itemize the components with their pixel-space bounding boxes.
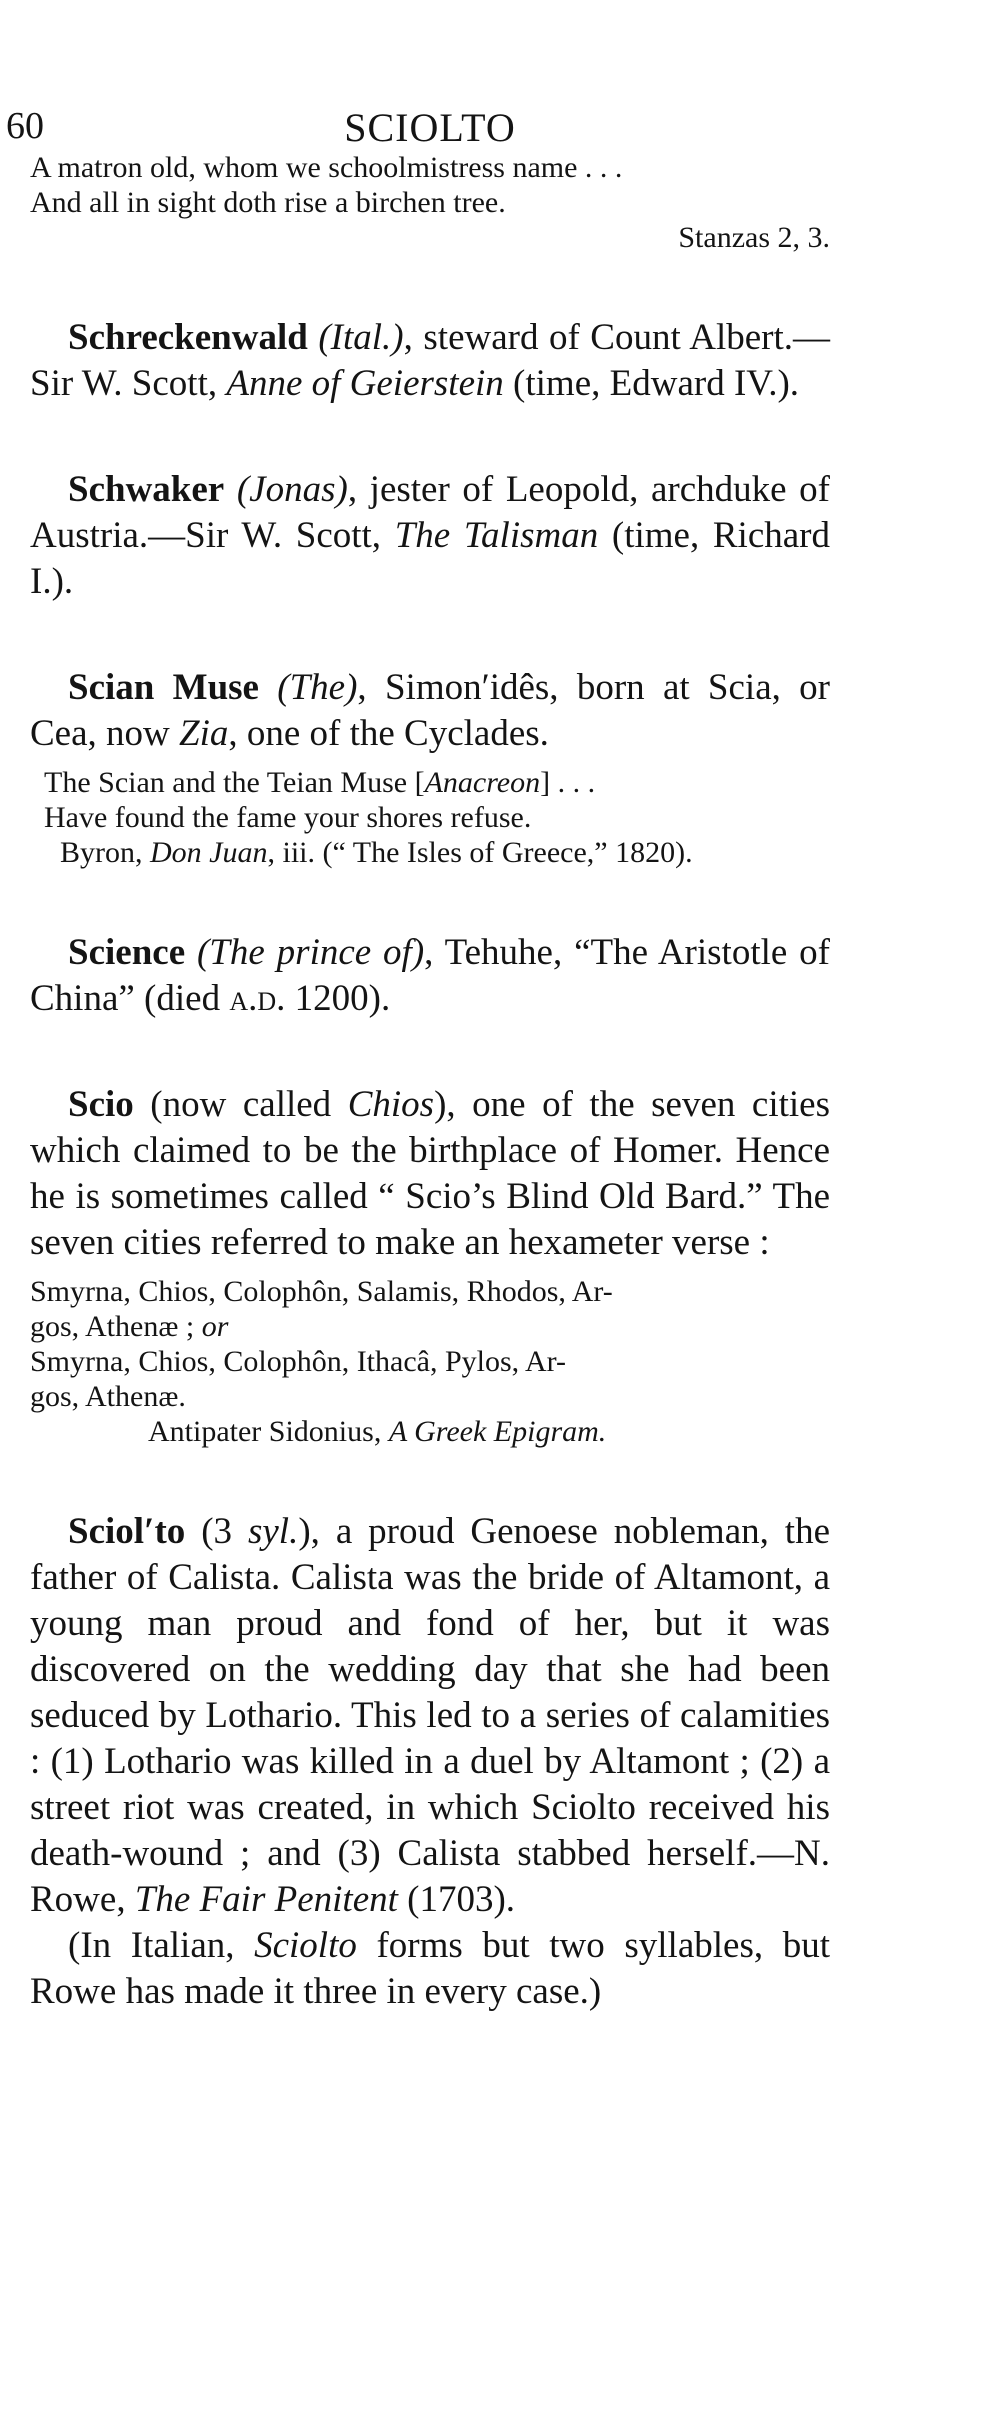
- entry-note: [30, 1923, 830, 2015]
- work-title: Anne of Geierstein: [226, 363, 504, 404]
- dictionary-page: [6, 0, 831, 2015]
- work-title: A Greek Epigram.: [388, 1415, 607, 1448]
- entry-tag: (Ital.): [318, 317, 404, 358]
- entry-headword: Scio: [68, 1084, 134, 1125]
- entry-tag: (3: [201, 1511, 248, 1552]
- entry-text: 1200).: [285, 978, 391, 1019]
- quote-text: ] . . .: [540, 766, 596, 799]
- entry-schwaker: [30, 467, 830, 605]
- entry-text: (now called: [133, 1084, 348, 1125]
- place-name: Chios: [347, 1084, 435, 1125]
- quote-line: [44, 765, 830, 800]
- entry-headword: Schreckenwald: [68, 317, 308, 358]
- cite-text: , iii. (“ The Isles of Greece,” 1820).: [267, 836, 693, 869]
- quote-line: A matron old, whom we schoolmistress name . . .: [30, 151, 623, 184]
- work-title: The Fair Penitent: [134, 1879, 398, 1920]
- place-name: Zia: [179, 713, 229, 754]
- work-title: Don Juan: [150, 836, 268, 869]
- entry-sciolto: [30, 1509, 830, 1923]
- entry-text: ), one of the seven cities which claimed to be the birthplace of Homer. Hence he is sometimes called “ Scio’s Blind Old Bard.” The seven cities referred to make an hexameter verse :: [30, 1084, 830, 1263]
- running-head: SCIOLTO: [344, 105, 516, 150]
- entry-tag: ): [298, 1511, 311, 1552]
- entry-headword: Schwaker: [68, 469, 225, 510]
- era-abbrev: a.d.: [229, 978, 286, 1019]
- entry-text: (time, Richard I.).: [30, 515, 830, 602]
- note-text: forms but two syllables, but Rowe has made it three in every case.): [30, 1925, 830, 2012]
- entry-headword: Science: [68, 932, 186, 973]
- top-quote: [30, 150, 830, 255]
- verse-line: [30, 1309, 830, 1344]
- entry-scio: [30, 1082, 830, 1266]
- quote-line: And all in sight doth rise a birchen tree.: [30, 186, 506, 219]
- entry-text: , one of the Cyclades.: [228, 713, 549, 754]
- entry-scian-muse: [30, 665, 830, 757]
- verse-line: Smyrna, Chios, Colophôn, Salamis, Rhodos, Ar-: [30, 1275, 613, 1308]
- quote-text: The Scian and the Teian Muse [: [44, 766, 425, 799]
- entry-tag: (The prince of): [196, 932, 425, 973]
- quote-citation: Stanzas 2, 3.: [678, 221, 830, 254]
- cite-text: Antipater Sidonius,: [148, 1415, 389, 1448]
- note-text: (In Italian,: [68, 1925, 255, 1966]
- entry-schreckenwald: [30, 315, 830, 407]
- entry-tag: (Jonas): [236, 469, 348, 510]
- entry-tag-italic: syl.: [247, 1511, 299, 1552]
- entry-text: , Tehuhe, “The Aristotle of China” (died: [30, 932, 830, 1019]
- verse-line: gos, Athenæ.: [30, 1380, 186, 1413]
- verse-citation: [30, 1414, 830, 1449]
- entry-text: (1703).: [397, 1879, 516, 1920]
- entry-text: , a proud Genoese nobleman, the father of Calista. Calista was the bride of Altamont, a young man proud and fond of her, but it was discovered on the wedding day that she had been seduced by Lothario. This led to a series of calamities : (1) Lothario was killed in a duel by Altamont ; (2) a street riot was created, in which Sciolto received his death-wound ; and (3) Calista stabbed herself.—N. Rowe,: [30, 1511, 830, 1920]
- page-number: 60: [6, 105, 44, 147]
- entry-text: , steward of Count Albert.—Sir W. Scott,: [30, 317, 831, 404]
- verse-line: Smyrna, Chios, Colophôn, Ithacâ, Pylos, Ar-: [30, 1345, 567, 1378]
- scio-verse: [30, 1274, 830, 1449]
- verse-text: gos, Athenæ ;: [30, 1310, 202, 1343]
- note-italic: Sciolto: [254, 1925, 357, 1966]
- work-title: The Talisman: [394, 515, 599, 556]
- quote-line: Have found the fame your shores refuse.: [44, 801, 532, 834]
- entry-science: [30, 930, 830, 1022]
- verse-italic: or: [201, 1310, 229, 1343]
- cite-text: Byron,: [60, 836, 150, 869]
- entry-text: , Simon′idês, born at Scia, or Cea, now: [30, 667, 830, 754]
- entry-text: , jester of Leopold, archduke of Austria.—Sir W. Scott,: [30, 469, 830, 556]
- quote-italic: Anacreon: [424, 766, 541, 799]
- page-header: [6, 0, 830, 150]
- entry-headword: Scian Muse: [68, 667, 259, 708]
- scian-quote: [30, 765, 830, 870]
- quote-citation: [60, 835, 830, 870]
- entry-headword: Sciol′to: [68, 1511, 186, 1552]
- entry-tag: (The): [277, 667, 358, 708]
- entry-text: (time, Edward IV.).: [503, 363, 800, 404]
